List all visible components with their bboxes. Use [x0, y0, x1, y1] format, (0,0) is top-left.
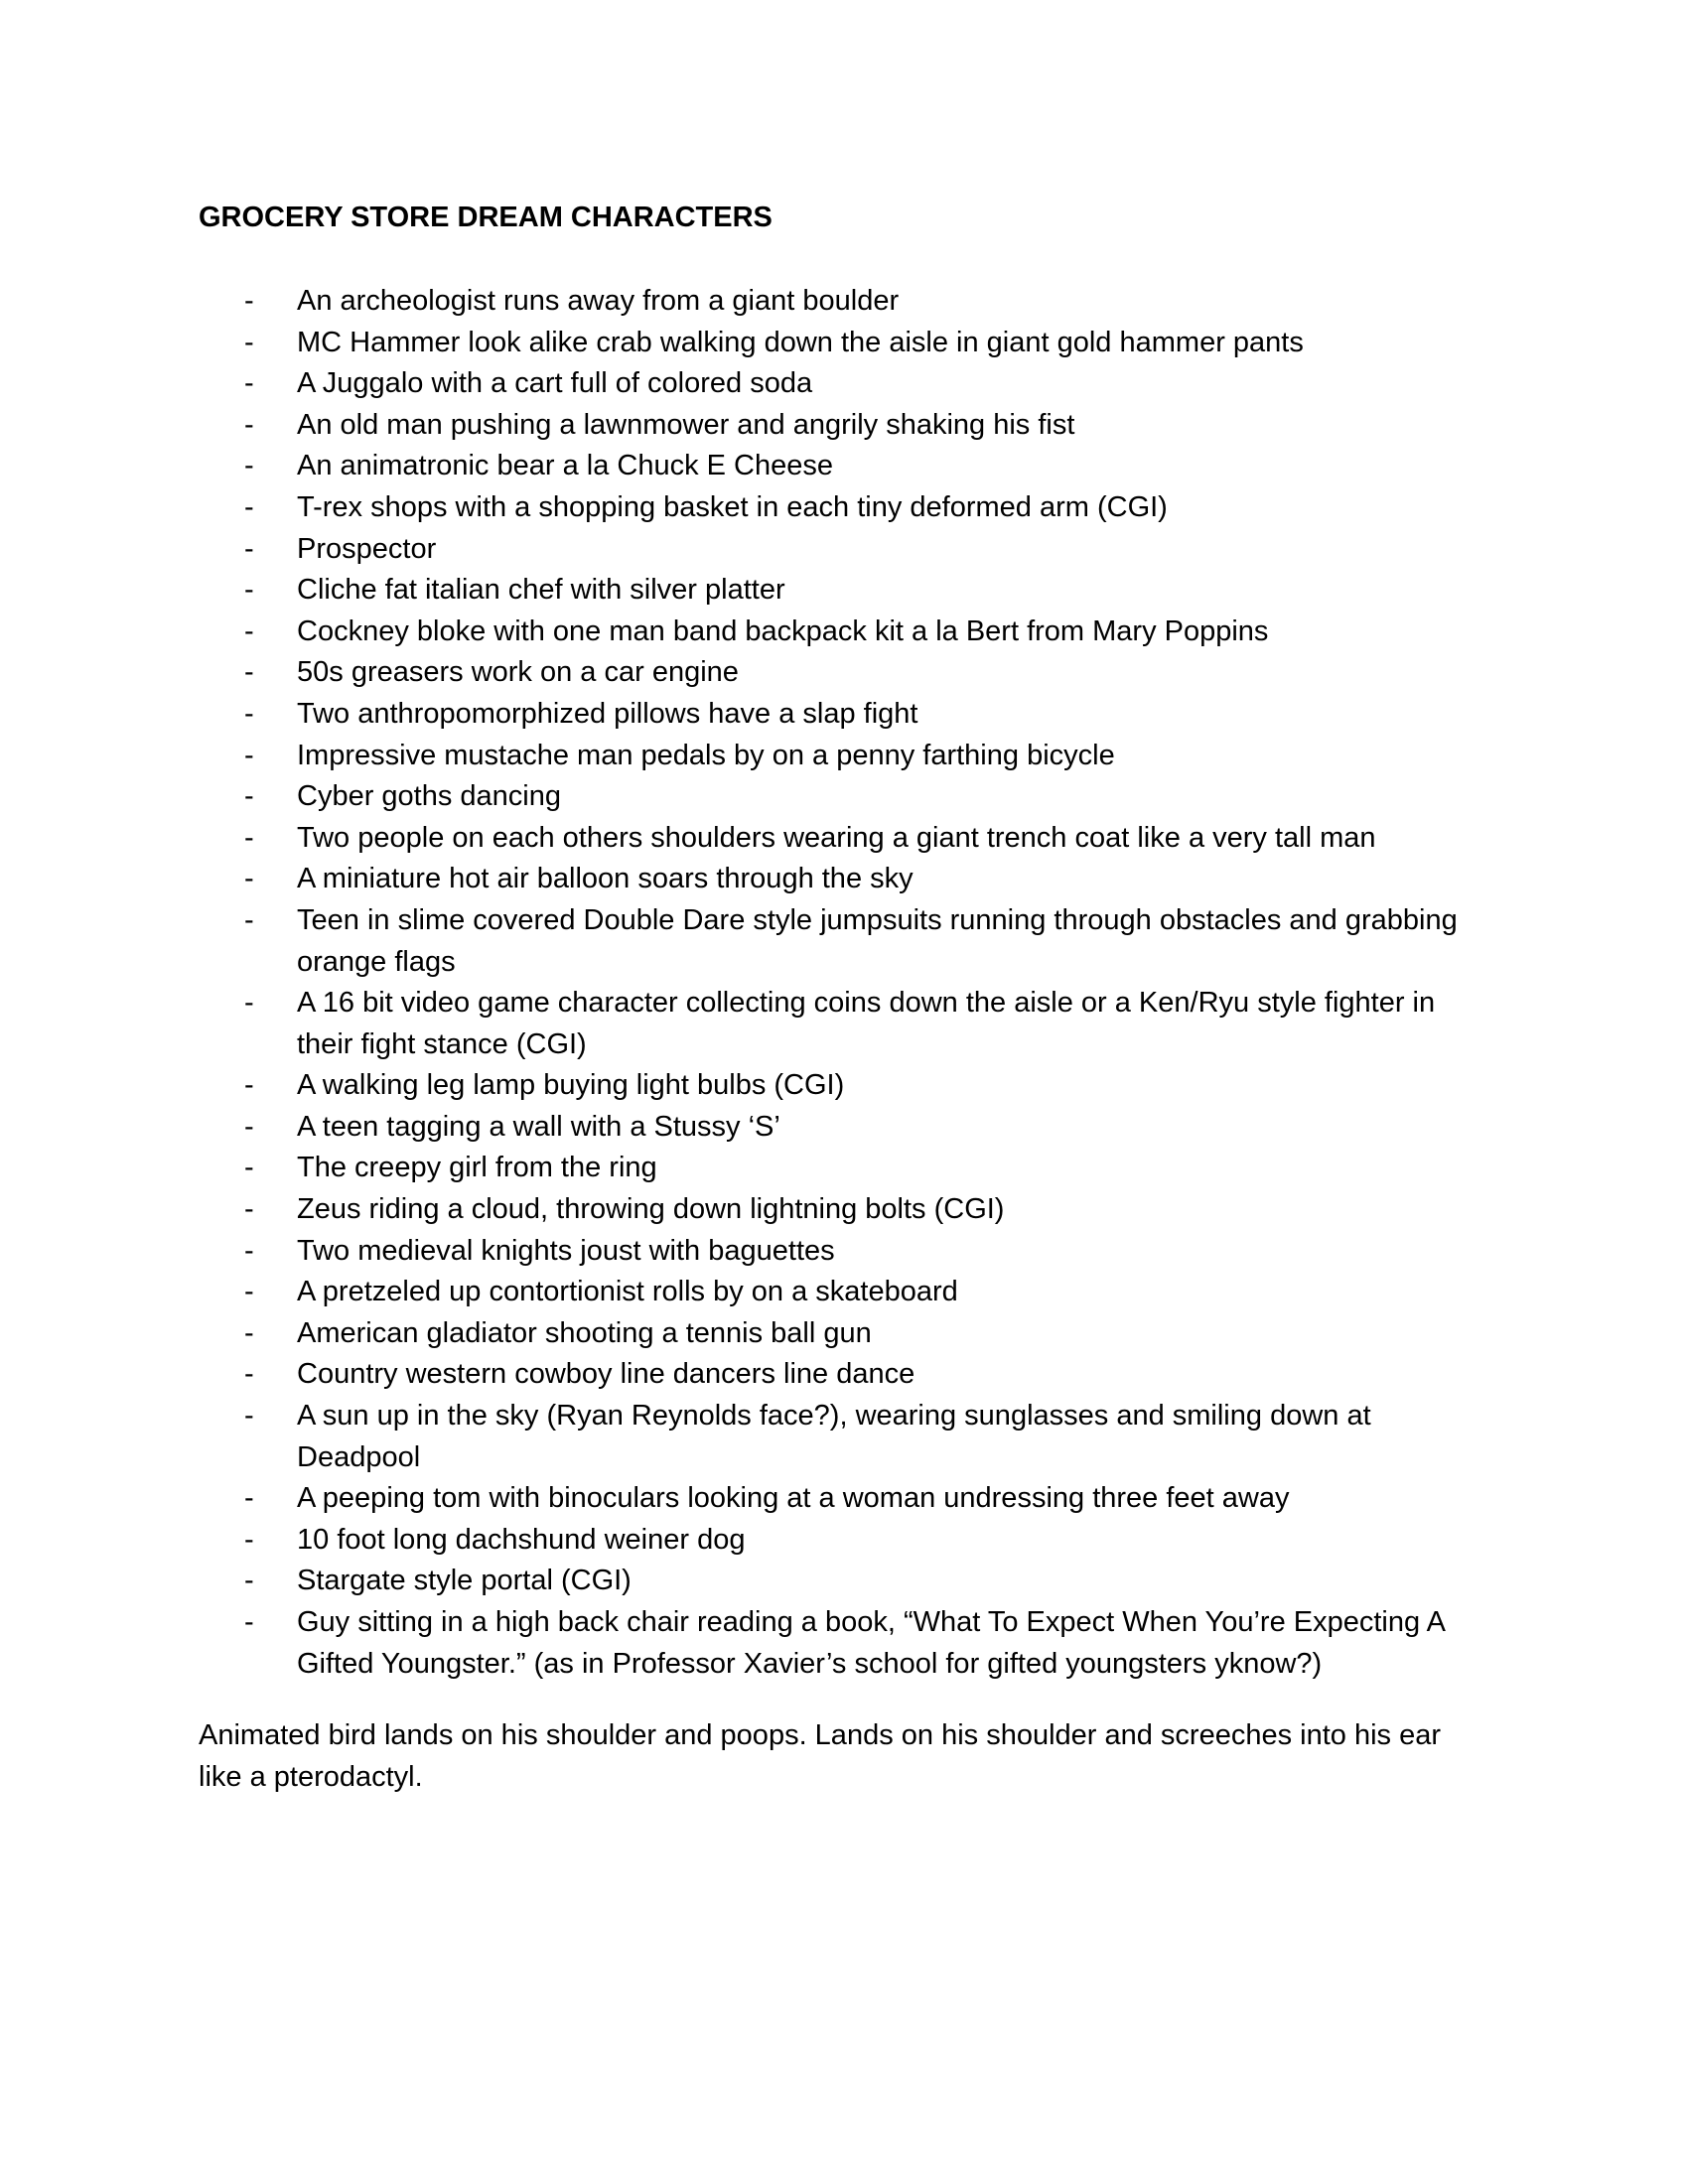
list-item-text: 10 foot long dachshund weiner dog — [297, 1523, 746, 1556]
list-item — [199, 736, 1489, 777]
bullet-dash: - — [244, 1523, 254, 1556]
list-item — [199, 652, 1489, 694]
bullet-dash: - — [244, 780, 254, 813]
list-item-text: T-rex shops with a shopping basket in each tiny deformed arm (CGI) — [297, 490, 1168, 523]
list-item-text: Guy sitting in a high back chair reading a book, “What To Expect When You’re Expecting A Gifted Youngster.” (as in Professor Xavier’s school for gifted youngsters yknow?) — [297, 1606, 1445, 1680]
list-item — [199, 983, 1489, 1065]
list-item — [199, 281, 1489, 323]
bullet-dash: - — [244, 1400, 254, 1433]
list-item — [199, 900, 1489, 983]
bullet-dash: - — [244, 863, 254, 895]
bullet-dash: - — [244, 450, 254, 482]
list-item — [199, 323, 1489, 364]
list-item — [199, 1189, 1489, 1231]
list-item-text: A teen tagging a wall with a Stussy ‘S’ — [297, 1110, 780, 1143]
list-item — [199, 859, 1489, 900]
bullet-dash: - — [244, 1152, 254, 1184]
bullet-dash: - — [244, 1193, 254, 1226]
bullet-dash: - — [244, 532, 254, 565]
list-item-text: A walking leg lamp buying light bulbs (CGI) — [297, 1069, 845, 1102]
bullet-dash: - — [244, 697, 254, 730]
bullet-dash: - — [244, 1316, 254, 1349]
bullet-dash: - — [244, 1358, 254, 1391]
bullet-dash: - — [244, 614, 254, 647]
bullet-dash: - — [244, 1234, 254, 1267]
list-item — [199, 363, 1489, 405]
document-title: GROCERY STORE DREAM CHARACTERS — [199, 202, 773, 233]
bullet-dash: - — [244, 903, 254, 936]
list-item-text: Zeus riding a cloud, throwing down lightning bolts (CGI) — [297, 1193, 1005, 1226]
list-item-text: A sun up in the sky (Ryan Reynolds face?), wearing sunglasses and smiling down at Deadpool — [297, 1400, 1371, 1473]
list-item-text: A peeping tom with binoculars looking at a woman undressing three feet away — [297, 1482, 1290, 1515]
bullet-dash: - — [244, 1276, 254, 1308]
list-item-text: Cliche fat italian chef with silver platter — [297, 574, 785, 607]
bullet-dash: - — [244, 367, 254, 400]
bullet-dash: - — [244, 1110, 254, 1143]
list-item — [199, 487, 1489, 529]
list-item — [199, 1520, 1489, 1562]
list-item-text: Two medieval knights joust with baguettes — [297, 1234, 835, 1267]
list-item — [199, 1107, 1489, 1149]
list-item-text: Cockney bloke with one man band backpack kit a la Bert from Mary Poppins — [297, 614, 1269, 647]
list-item-text: Cyber goths dancing — [297, 780, 561, 813]
list-item-text: 50s greasers work on a car engine — [297, 656, 739, 689]
bullet-dash: - — [244, 821, 254, 854]
bullet-dash: - — [244, 1482, 254, 1515]
closing-paragraph: Animated bird lands on his shoulder and poops. Lands on his shoulder and screeches into his ear like a pterodactyl. — [199, 1719, 1442, 1793]
list-item-text: Teen in slime covered Double Dare style jumpsuits running through obstacles and grabbing orange flags — [297, 903, 1458, 978]
list-item-text: A miniature hot air balloon soars through the sky — [297, 863, 914, 895]
list-item-text: The creepy girl from the ring — [297, 1152, 657, 1184]
list-item — [199, 1231, 1489, 1273]
bullet-dash: - — [244, 285, 254, 317]
list-item — [199, 529, 1489, 571]
list-item-text: A Juggalo with a cart full of colored soda — [297, 367, 813, 400]
list-item — [199, 1065, 1489, 1107]
list-item-text: Two anthropomorphized pillows have a slap fight — [297, 697, 918, 730]
list-item — [199, 694, 1489, 736]
list-item — [199, 1272, 1489, 1313]
list-item — [199, 776, 1489, 818]
list-item-text: An archeologist runs away from a giant boulder — [297, 285, 900, 317]
list-item-text: Prospector — [297, 532, 437, 565]
list-item — [199, 818, 1489, 860]
list-item-text: A 16 bit video game character collecting coins down the aisle or a Ken/Ryu style fighter in their fight stance (CGI) — [297, 987, 1436, 1060]
list-item — [199, 612, 1489, 653]
list-item-text: Impressive mustache man pedals by on a penny farthing bicycle — [297, 739, 1115, 771]
bullet-dash: - — [244, 987, 254, 1020]
list-item-text: MC Hammer look alike crab walking down the aisle in giant gold hammer pants — [297, 326, 1304, 358]
list-item — [199, 1313, 1489, 1355]
bullet-dash: - — [244, 1565, 254, 1597]
list-item — [199, 1148, 1489, 1189]
bullet-dash: - — [244, 574, 254, 607]
list-item-text: American gladiator shooting a tennis ball gun — [297, 1316, 872, 1349]
list-item — [199, 446, 1489, 487]
list-item — [199, 1602, 1489, 1685]
bullet-dash: - — [244, 408, 254, 441]
list-item — [199, 1396, 1489, 1478]
list-item — [199, 1354, 1489, 1396]
list-item — [199, 1478, 1489, 1520]
list-item — [199, 570, 1489, 612]
list-item-text: A pretzeled up contortionist rolls by on a skateboard — [297, 1276, 958, 1308]
list-item-text: Two people on each others shoulders wearing a giant trench coat like a very tall man — [297, 821, 1376, 854]
list-item-text: An animatronic bear a la Chuck E Cheese — [297, 450, 834, 482]
bullet-dash: - — [244, 1069, 254, 1102]
bullet-dash: - — [244, 656, 254, 689]
list-item — [199, 1561, 1489, 1602]
list-item-text: Country western cowboy line dancers line dance — [297, 1358, 915, 1391]
list-item-text: Stargate style portal (CGI) — [297, 1565, 632, 1597]
bullet-dash: - — [244, 326, 254, 358]
list-item-text: An old man pushing a lawnmower and angrily shaking his fist — [297, 408, 1075, 441]
bullet-dash: - — [244, 490, 254, 523]
bullet-dash: - — [244, 1606, 254, 1638]
list-item — [199, 405, 1489, 447]
bullet-dash: - — [244, 739, 254, 771]
character-list — [199, 281, 1489, 1685]
